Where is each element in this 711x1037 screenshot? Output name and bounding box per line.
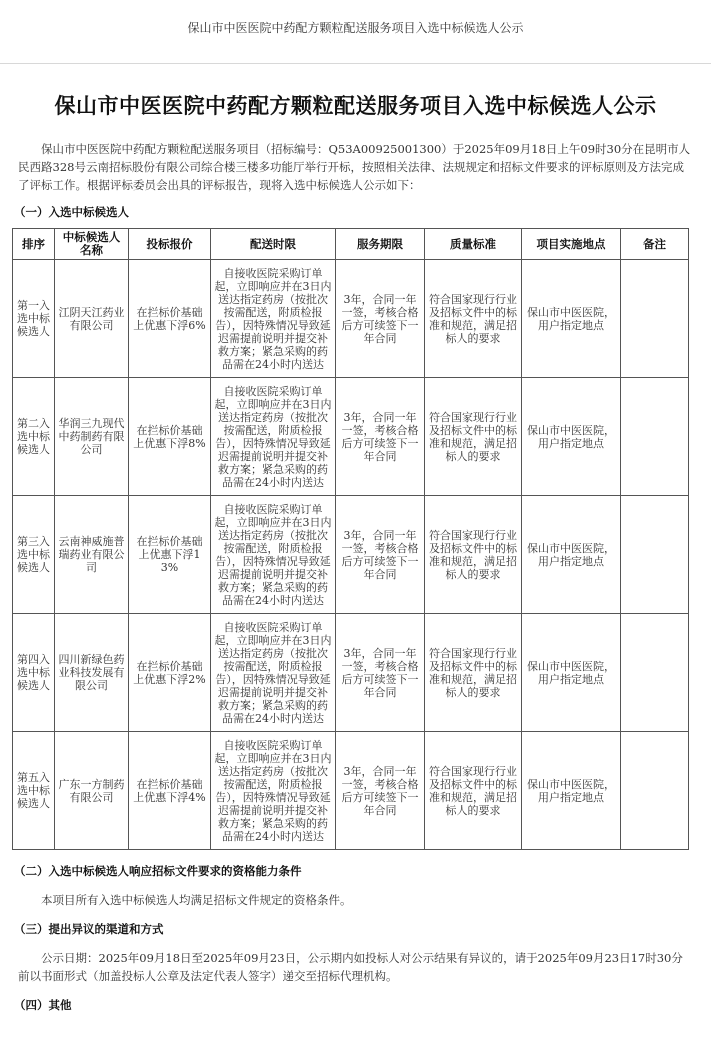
cell-remark (621, 378, 689, 496)
cell-rank: 第四入选中标候选人 (13, 614, 55, 732)
cell-price: 在拦标价基础上优惠下浮2% (129, 614, 211, 732)
header-price: 投标报价 (129, 229, 211, 260)
cell-quality: 符合国家现行行业及招标文件中的标准和规范，满足招标人的要求 (425, 260, 522, 378)
cell-quality: 符合国家现行行业及招标文件中的标准和规范，满足招标人的要求 (425, 732, 522, 850)
table-row (13, 260, 689, 378)
cell-location: 保山市中医医院，用户指定地点 (522, 378, 621, 496)
cell-name: 江阴天江药业有限公司 (55, 260, 129, 378)
table-row (13, 732, 689, 850)
cell-delivery: 自接收医院采购订单起，立即响应并在3日内送达指定药房（按批次按需配送，附质检报告），因特殊情况导致延迟需提前说明并提交补救方案；紧急采购的药品需在24小时内送达 (211, 496, 336, 614)
cell-location: 保山市中医医院，用户指定地点 (522, 732, 621, 850)
page-header-bar (0, 0, 711, 64)
header-rank: 排序 (13, 229, 55, 260)
cell-quality: 符合国家现行行业及招标文件中的标准和规范，满足招标人的要求 (425, 496, 522, 614)
cell-location: 保山市中医医院，用户指定地点 (522, 614, 621, 732)
header-remark: 备注 (621, 229, 689, 260)
candidate-table (12, 228, 689, 850)
cell-remark (621, 260, 689, 378)
table-row (13, 614, 689, 732)
cell-remark (621, 496, 689, 614)
cell-name: 广东一方制药有限公司 (55, 732, 129, 850)
cell-service: 3年，合同一年一签，考核合格后方可续签下一年合同 (336, 732, 425, 850)
cell-name: 四川新绿色药业科技发展有限公司 (55, 614, 129, 732)
cell-price: 在拦标价基础上优惠下浮4% (129, 732, 211, 850)
header-quality: 质量标准 (425, 229, 522, 260)
section1-heading: （一）入选中标候选人 (14, 205, 129, 219)
cell-price: 在拦标价基础上优惠下浮8% (129, 378, 211, 496)
cell-delivery: 自接收医院采购订单起，立即响应并在3日内送达指定药房（按批次按需配送，附质检报告），因特殊情况导致延迟需提前说明并提交补救方案；紧急采购的药品需在24小时内送达 (211, 260, 336, 378)
cell-rank: 第一入选中标候选人 (13, 260, 55, 378)
cell-rank: 第二入选中标候选人 (13, 378, 55, 496)
cell-quality: 符合国家现行行业及招标文件中的标准和规范，满足招标人的要求 (425, 378, 522, 496)
header-name: 中标候选人名称 (55, 229, 129, 260)
header-location: 项目实施地点 (522, 229, 621, 260)
cell-rank: 第五入选中标候选人 (13, 732, 55, 850)
cell-delivery: 自接收医院采购订单起，立即响应并在3日内送达指定药房（按批次按需配送，附质检报告），因特殊情况导致延迟需提前说明并提交补救方案；紧急采购的药品需在24小时内送达 (211, 614, 336, 732)
table-row (13, 496, 689, 614)
cell-price: 在拦标价基础上优惠下浮13% (129, 496, 211, 614)
section3-text: 公示日期：2025年09月18日至2025年09月23日，公示期内如投标人对公示结果有异议的，请于2025年09月23日17时30分前以书面形式（加盖投标人公章及法定代表人签字）递交至招标代理机构。 (18, 951, 683, 983)
cell-delivery: 自接收医院采购订单起，立即响应并在3日内送达指定药房（按批次按需配送，附质检报告），因特殊情况导致延迟需提前说明并提交补救方案；紧急采购的药品需在24小时内送达 (211, 732, 336, 850)
section2-text: 本项目所有入选中标候选人均满足招标文件规定的资格条件。 (41, 893, 352, 907)
browser-title: 保山市中医医院中药配方颗粒配送服务项目入选中标候选人公示 (187, 21, 524, 35)
cell-location: 保山市中医医院，用户指定地点 (522, 260, 621, 378)
cell-service: 3年，合同一年一签，考核合格后方可续签下一年合同 (336, 378, 425, 496)
cell-name: 云南神威施普瑞药业有限公司 (55, 496, 129, 614)
cell-service: 3年，合同一年一签，考核合格后方可续签下一年合同 (336, 260, 425, 378)
cell-rank: 第三入选中标候选人 (13, 496, 55, 614)
cell-service: 3年，合同一年一签，考核合格后方可续签下一年合同 (336, 496, 425, 614)
cell-quality: 符合国家现行行业及招标文件中的标准和规范，满足招标人的要求 (425, 614, 522, 732)
cell-remark (621, 732, 689, 850)
cell-remark (621, 614, 689, 732)
table-row (13, 378, 689, 496)
page-title: 保山市中医医院中药配方颗粒配送服务项目入选中标候选人公示 (54, 93, 657, 118)
intro-paragraph: 保山市中医医院中药配方颗粒配送服务项目（招标编号：Q53A00925001300）于2025年09月18日上午09时30分在昆明市人民西路328号云南招标股份有限公司综合楼三楼多功能厅举行开标，按照相关法律、法规规定和招标文件要求的评标原则及方法完成了评标工作。根据评标委员会出具的评标报告，现将入选中标候选人公示如下： (18, 142, 691, 192)
section3-heading: （三）提出异议的渠道和方式 (14, 922, 164, 936)
cell-location: 保山市中医医院，用户指定地点 (522, 496, 621, 614)
header-delivery: 配送时限 (211, 229, 336, 260)
cell-name: 华润三九现代中药制药有限公司 (55, 378, 129, 496)
section4-heading: （四）其他 (14, 998, 72, 1012)
table-header-row (13, 229, 689, 260)
cell-service: 3年，合同一年一签，考核合格后方可续签下一年合同 (336, 614, 425, 732)
cell-delivery: 自接收医院采购订单起，立即响应并在3日内送达指定药房（按批次按需配送，附质检报告），因特殊情况导致延迟需提前说明并提交补救方案；紧急采购的药品需在24小时内送达 (211, 378, 336, 496)
section2-heading: （二）入选中标候选人响应招标文件要求的资格能力条件 (14, 864, 302, 878)
cell-price: 在拦标价基础上优惠下浮6% (129, 260, 211, 378)
header-service: 服务期限 (336, 229, 425, 260)
